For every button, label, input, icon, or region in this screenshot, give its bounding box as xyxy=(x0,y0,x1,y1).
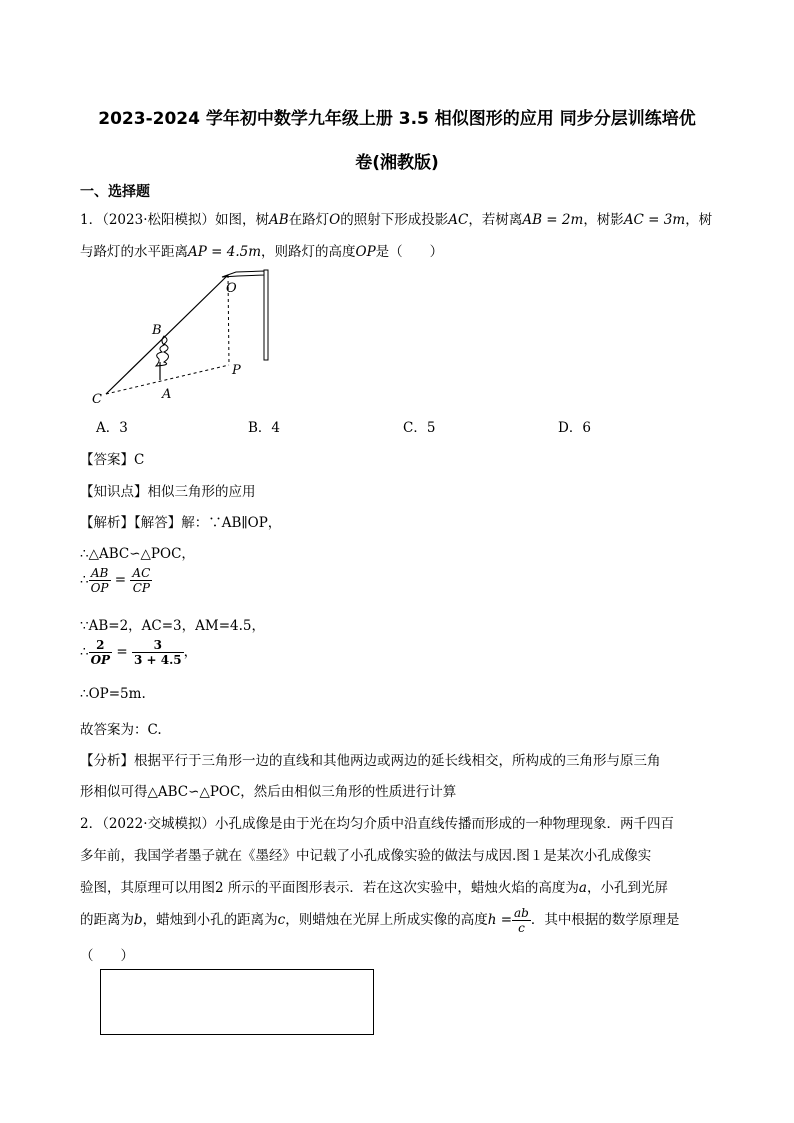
q1-solution-line-4: ∴ $\frac{2}{OP}$ = $\frac{3}{3 + 4.5}$ ， xyxy=(80,638,198,667)
fraction-ab-c: $\frac{ab}{c}$ xyxy=(514,906,529,935)
q1-stem-line-1: 1．（2023·松阳模拟）如图，树AB在路灯O的照射下形成投影AC，若树离AB = 2m，树影AC = 3m，树 xyxy=(80,212,713,228)
section-heading: 一、选择题 xyxy=(80,184,150,200)
q1-stem-line-2: 与路灯的水平距离AP = 4.5m，则路灯的高度OP是（ ） xyxy=(80,244,444,260)
q1-option-c: C．5 xyxy=(403,420,436,436)
label-O: O xyxy=(226,281,237,296)
q2-stem-line-2: 多年前，我国学者墨子就在《墨经》中记载了小孔成像实验的做法与成因.图１是某次小孔成像实 xyxy=(80,848,652,864)
fraction-ab-op: $\frac{AB}{OP}$ xyxy=(90,566,109,595)
q1-solution-line-2: ∴ $\frac{AB}{OP}$ = $\frac{AC}{CP}$ xyxy=(80,566,151,595)
label-C: C xyxy=(92,392,102,406)
q1-option-a: A．3 xyxy=(96,420,128,436)
fraction-3-sum: $\frac{3}{3 + 4.5}$ xyxy=(133,638,182,667)
document-title-line-1: 2023-2024 学年初中数学九年级上册 3.5 相似图形的应用 同步分层训练培优 xyxy=(98,109,696,129)
q1-streetlight-figure xyxy=(86,262,286,406)
fraction-2-op: $\frac{2}{OP}$ xyxy=(90,638,111,667)
q1-solution-line-3: ∵AB=2，AC=3，AM=4.5， xyxy=(80,618,265,634)
q1-solution-intro: 【解析】【解答】解：∵AB∥OP， xyxy=(80,515,282,531)
q2-stem-line-5: （ ） xyxy=(80,948,134,964)
fraction-ac-cp: $\frac{AC}{CP}$ xyxy=(132,566,151,595)
q1-analysis-line-2: 形相似可得△ABC∽△POC，然后由相似三角形的性质进行计算 xyxy=(80,784,457,800)
q1-analysis-line-1: 【分析】根据平行于三角形一边的直线和其他两边或两边的延长线相交，所构成的三角形与原三角 xyxy=(80,753,661,769)
q2-figure-frame xyxy=(100,969,374,1035)
q2-stem-line-1: 2．（2022·交城模拟）小孔成像是由于光在均匀介质中沿直线传播而形成的一种物理现象．两千四百 xyxy=(80,816,674,832)
q1-answer: 【答案】C xyxy=(80,452,145,468)
document-title-line-2: 卷(湘教版) xyxy=(355,153,439,173)
label-B: B xyxy=(152,323,162,338)
q1-solution-line-1: ∴△ABC∽△POC， xyxy=(80,546,195,562)
q1-solution-line-6: 故答案为：C. xyxy=(80,722,162,738)
q1-knowledge-point: 【知识点】相似三角形的应用 xyxy=(80,484,256,500)
q1-option-d: D．6 xyxy=(558,420,591,436)
label-A: A xyxy=(162,387,172,402)
label-P: P xyxy=(232,363,241,378)
q2-stem-line-4: 的距离为b，蜡烛到小孔的距离为c，则蜡烛在光屏上所成实像的高度h = $\frac{ab}{c}$ ．其中根据的数学原理是 xyxy=(80,906,680,935)
q2-stem-line-3: 验图，其原理可以用图2 所示的平面图形表示．若在这次实验中，蜡烛火焰的高度为a，小孔到光屏 xyxy=(80,880,668,896)
q1-solution-line-5: ∴OP=5m. xyxy=(80,686,146,702)
q1-option-b: B．4 xyxy=(248,420,281,436)
